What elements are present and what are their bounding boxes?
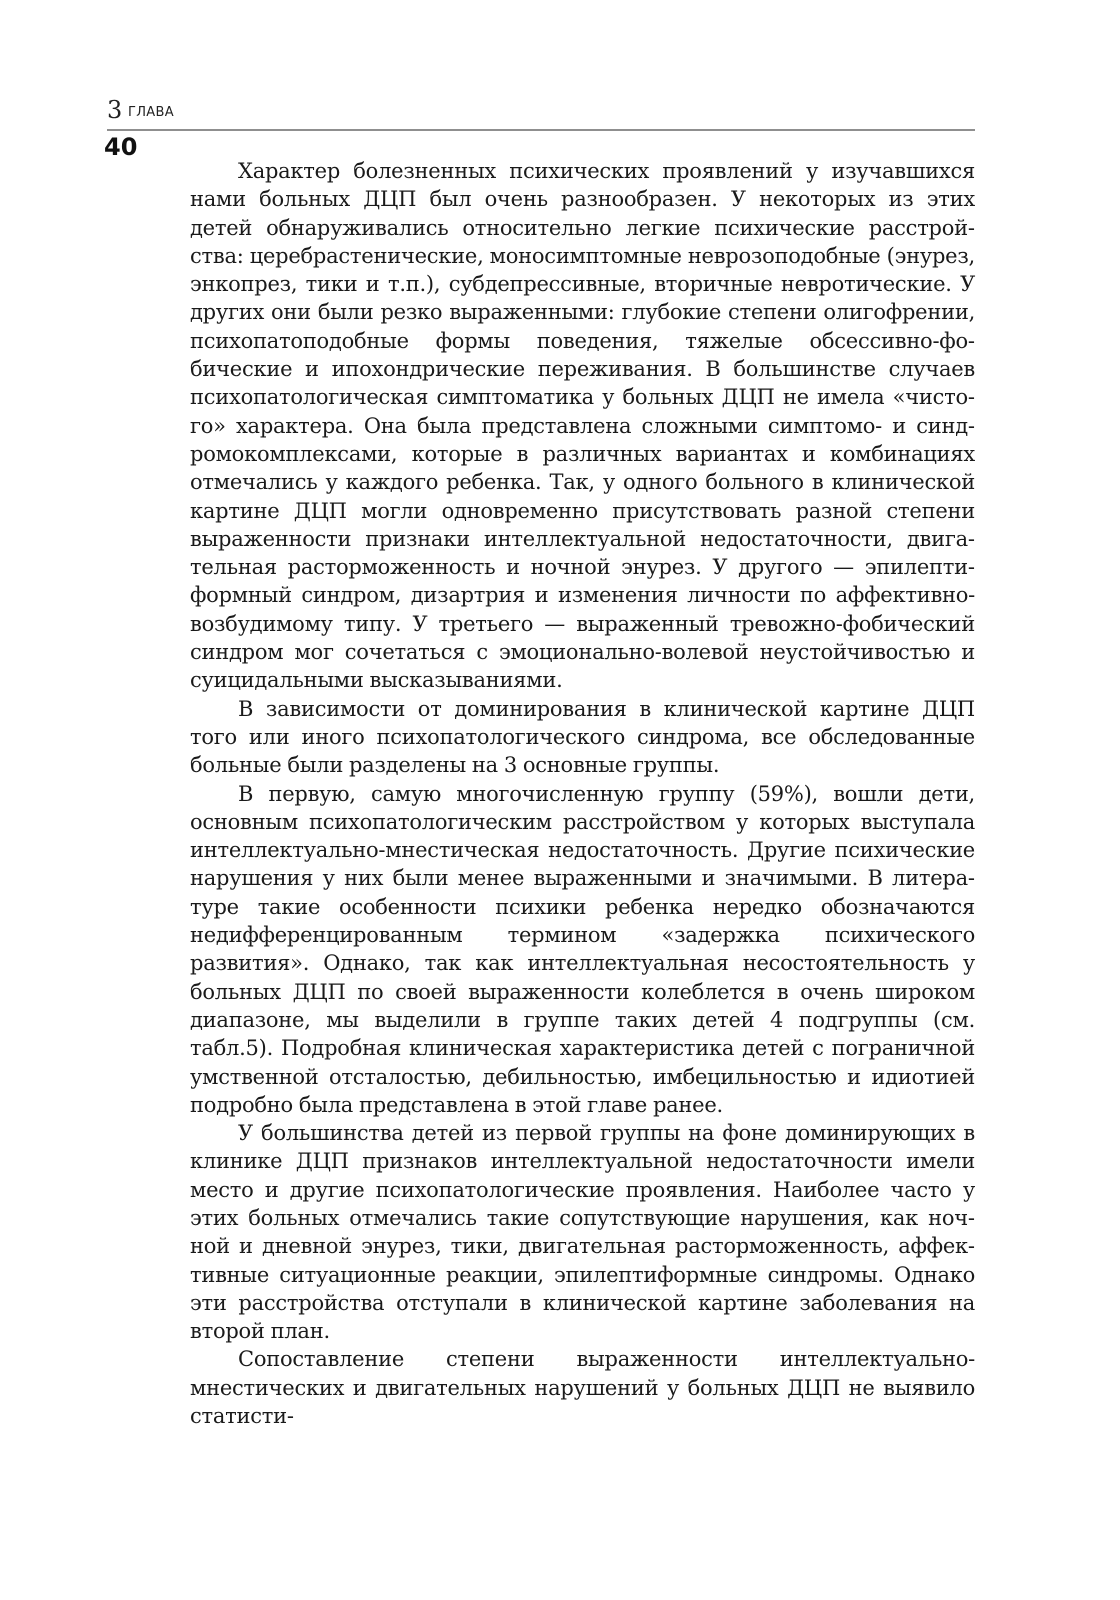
paragraph: В первую, самую многочисленную группу (59%), вошли дети, основным психопатологическим расстройством у которых выступала интеллектуально-мнестическая недостаточность. Другие психические нарушения у них были менее выраженными и значимыми. В литературе такие особенности психики ребенка нередко обозначаются недифференцированным термином «задержка психического развития». Однако, так как интеллектуальная несостоятельность у больных ДЦП по своей выраженности колеблется в очень широком диапазоне, мы выделили в группе таких детей 4 подгруппы (см. табл.5). Подробная клиническая характеристика детей с пограничной умственной отсталостью, дебильностью, имбецильностью и идиотией подробно была представлена в этой главе ранее. (190, 781, 975, 1117)
chapter-number: 3 (107, 96, 123, 124)
body-text (190, 157, 975, 1430)
header-rule (107, 129, 975, 131)
paragraph: Сопоставление степени выраженности интеллектуально-мнестических и двигательных нарушений у больных ДЦП не выявило статисти- (190, 1347, 975, 1429)
running-header (107, 96, 975, 132)
paragraph: Характер болезненных психических проявлений у изучавшихся нами больных ДЦП был очень разнообразен. У некоторых из этих детей обнаруживались относительно легкие психические расстройства: церебрастенические, моносимптомные неврозоподобные (энурез, энкопрез, тики и т.п.), субдепрессивные, вторичные невротические. У других они были резко выраженными: глубокие степени олигофрении, психопатоподобные формы поведения, тяжелые обсессивно-фобические и ипохондрические переживания. В большинстве случаев психопатологическая симптоматика у больных ДЦП не имела «чистого» характера. Она была представлена сложными симптомо- и синдромокомплексами, которые в различных вариантах и комбинациях отмечались у каждого ребенка. Так, у одного больного в клинической картине ДЦП могли одновременно присутствовать разной степени выраженности признаки интеллектуальной недостаточности, двигательная расторможенность и ночной энурез. У другого — эпилептиформный синдром, дизартрия и изменения личности по аффективно-возбудимому типу. У третьего — выраженный тревожно-фобический синдром мог сочетаться с эмоционально-волевой неустойчивостью и суицидальными высказываниями. (190, 159, 975, 693)
chapter-label: ГЛАВА (128, 105, 174, 120)
paragraph: В зависимости от доминирования в клинической картине ДЦП того или иного психопатологического синдрома, все обследованные больные были разделены на 3 основные группы. (190, 696, 975, 778)
paragraph: У большинства детей из первой группы на фоне доминирующих в клинике ДЦП признаков интеллектуальной недостаточности имели место и другие психопатологические проявления. Наиболее часто у этих больных отмечались такие сопутствующие нарушения, как ночной и дневной энурез, тики, двигательная расторможенность, аффективные ситуационные реакции, эпилептиформные синдромы. Однако эти расстройства отступали в клинической картине заболевания на второй план. (190, 1121, 975, 1344)
page-number: 40 (104, 133, 138, 161)
